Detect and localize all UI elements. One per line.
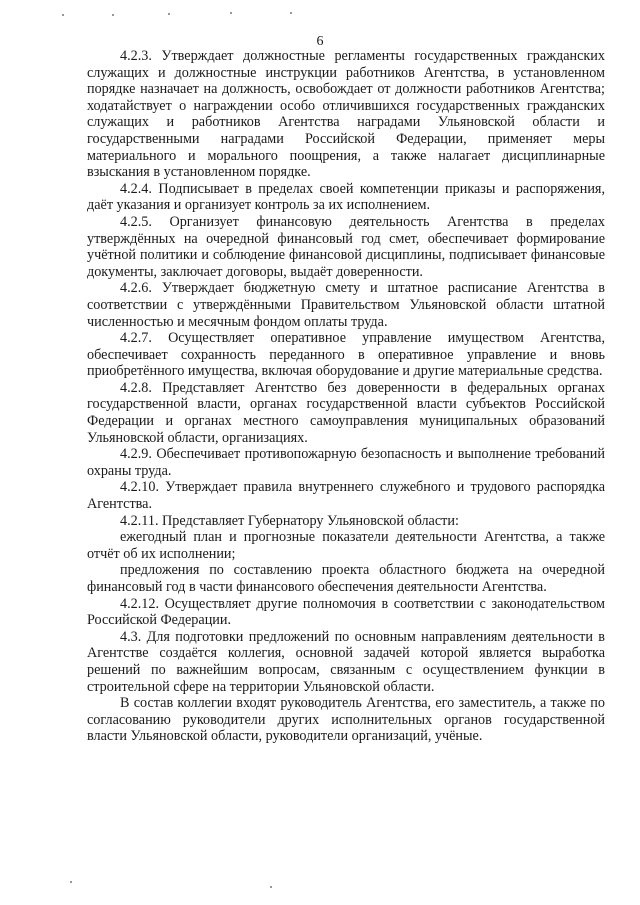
scan-speck [62,14,64,16]
paragraph-4-2-10: 4.2.10. Утверждает правила внутреннего служебного и трудового распорядка Агентства. [87,479,605,513]
paragraph-4-2-6: 4.2.6. Утверждает бюджетную смету и штатное расписание Агентства в соответствии с утверждёнными Правительством Ульяновской области штатной численностью и месячным фондом оплаты труда. [87,280,605,330]
document-body [87,48,605,745]
paragraph-4-2-11-item-budget: предложения по составлению проекта областного бюджета на очередной финансовый год в части финансового обеспечения деятельности Агентства. [87,562,605,595]
paragraph-4-2-5: 4.2.5. Организует финансовую деятельность Агентства в пределах утверждённых на очередной финансовый год смет, обеспечивает формирование учётной политики и соблюдение финансовой дисциплины, подписывает финансовые документы, заключает договоры, выдаёт доверенности. [87,213,605,280]
paragraph-4-2-11-item-plan: ежегодный план и прогнозные показатели деятельности Агентства, а также отчёт об их исполнении; [87,529,605,562]
paragraph-4-2-11: 4.2.11. Представляет Губернатору Ульяновской области: [120,512,459,529]
paragraph-4-2-4: 4.2.4. Подписывает в пределах своей компетенции приказы и распоряжения, даёт указания и организует контроль за их исполнением. [87,180,605,214]
paragraph-4-2-3: 4.2.3. Утверждает должностные регламенты государственных гражданских служащих и должностные инструкции работников Агентства, в установленном порядке назначает на должность, освобождает от должности работников Агентства; ходатайствует о награждении особо отличившихся государственных гражданских служащих и работников Агентства наградами Ульяновской области и государственными наградами Российской Федерации, применяет меры материального и морального поощрения, а также налагает дисциплинарные взыскания в установленном порядке. [87,48,605,181]
scan-speck [270,886,272,888]
paragraph-4-2-12: 4.2.12. Осуществляет другие полномочия в соответствии с законодательством Российской Федерации. [87,595,605,629]
scan-speck [290,12,292,14]
scan-speck [230,12,232,14]
paragraph-4-2-7: 4.2.7. Осуществляет оперативное управление имуществом Агентства, обеспечивает сохранность переданного в оперативное управление и вновь приобретённого имущества, включая оборудование и другие материальные средства. [87,330,605,380]
scan-speck [168,13,170,15]
paragraph-4-3: 4.3. Для подготовки предложений по основным направлениям деятельности в Агентстве создаётся коллегия, основной задачей которой является выработка решений по важнейшим вопросам, связанным с осуществлением функции в строительной сфере на территории Ульяновской области. [87,628,605,695]
page-number: 6 [316,34,324,49]
scan-speck [70,881,72,883]
paragraph-collegium-composition: В состав коллегии входят руководитель Агентства, его заместитель, а также по согласованию руководители других исполнительных органов государственной власти Ульяновской области, руководители организаций, учёные. [87,695,605,745]
scan-speck [112,14,114,16]
paragraph-4-2-9: 4.2.9. Обеспечивает противопожарную безопасность и выполнение требований охраны труда. [87,446,605,479]
paragraph-4-2-8: 4.2.8. Представляет Агентство без доверенности в федеральных органах государственной власти, органах государственной власти субъектов Российской Федерации и органах местного самоуправления муниципальных образований Ульяновской области, организациях. [87,379,605,446]
